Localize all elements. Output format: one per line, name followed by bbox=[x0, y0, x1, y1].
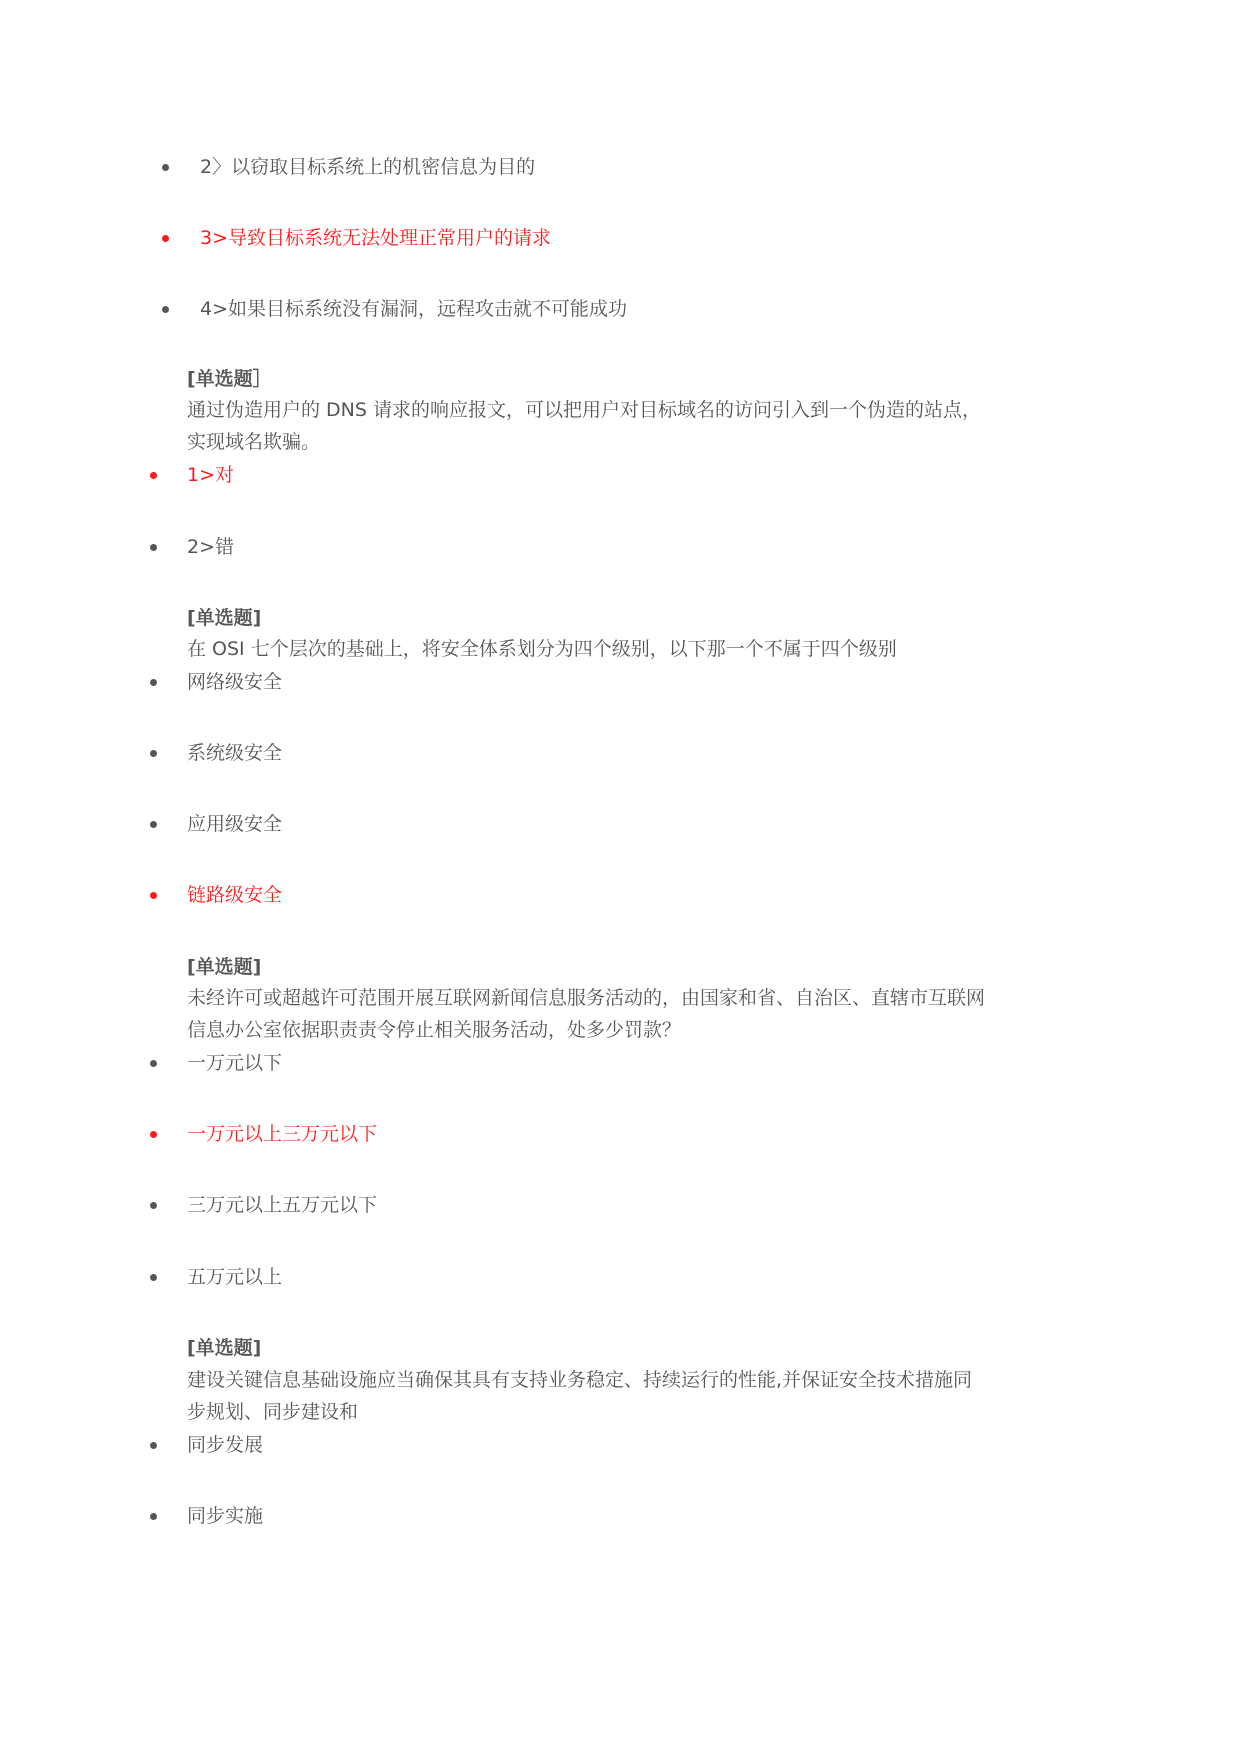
option-text: 2>错 bbox=[187, 536, 235, 558]
option-text: 1>对 bbox=[187, 464, 235, 486]
option-text: 网络级安全 bbox=[187, 671, 283, 693]
bullet-icon bbox=[150, 472, 157, 479]
question-stem bbox=[187, 982, 1087, 1046]
question-stem-line: 通过伪造用户的 DNS 请求的响应报文，可以把用户对目标域名的访问引入到一个伪造的站点， bbox=[187, 399, 981, 421]
question-type-label: [单选题] bbox=[187, 1337, 262, 1359]
bullet-icon bbox=[162, 235, 169, 242]
question-type-label: [单选题］ bbox=[187, 368, 272, 390]
option-text: 2〉以窃取目标系统上的机密信息为目的 bbox=[200, 156, 536, 178]
bullet-icon bbox=[150, 679, 157, 686]
bullet-icon bbox=[150, 750, 157, 757]
question-stem bbox=[187, 394, 1087, 458]
question-stem-line: 步规划、同步建设和 bbox=[187, 1401, 359, 1423]
option-text: 三万元以上五万元以下 bbox=[187, 1194, 378, 1216]
option-text: 3>导致目标系统无法处理正常用户的请求 bbox=[200, 227, 552, 249]
bullet-icon bbox=[150, 892, 157, 899]
bullet-icon bbox=[150, 1131, 157, 1138]
option-text: 五万元以上 bbox=[187, 1266, 283, 1288]
question-type-label: [单选题] bbox=[187, 956, 262, 978]
bullet-icon bbox=[150, 1202, 157, 1209]
question-stem-line: 在 OSI 七个层次的基础上，将安全体系划分为四个级别，以下那一个不属于四个级别 bbox=[187, 638, 897, 660]
question-stem-line: 未经许可或超越许可范围开展互联网新闻信息服务活动的，由国家和省、自治区、直辖市互联网 bbox=[187, 987, 986, 1009]
question-stem-line: 信息办公室依据职责责令停止相关服务活动，处多少罚款？ bbox=[187, 1019, 682, 1041]
question-stem bbox=[187, 1364, 1087, 1428]
bullet-icon bbox=[150, 544, 157, 551]
option-text: 链路级安全 bbox=[187, 884, 283, 906]
bullet-icon bbox=[150, 821, 157, 828]
option-text: 系统级安全 bbox=[187, 742, 283, 764]
option-text: 应用级安全 bbox=[187, 813, 283, 835]
bullet-icon bbox=[162, 306, 169, 313]
question-stem bbox=[187, 633, 1087, 665]
bullet-icon bbox=[150, 1274, 157, 1281]
option-text: 同步实施 bbox=[187, 1505, 264, 1527]
bullet-icon bbox=[150, 1060, 157, 1067]
option-text: 4>如果目标系统没有漏洞，远程攻击就不可能成功 bbox=[200, 298, 628, 320]
option-text: 一万元以上三万元以下 bbox=[187, 1123, 378, 1145]
question-type-label: [单选题] bbox=[187, 607, 262, 629]
bullet-icon bbox=[150, 1513, 157, 1520]
question-stem-line: 建设关键信息基础设施应当确保其具有支持业务稳定、持续运行的性能,并保证安全技术措施同 bbox=[187, 1369, 973, 1391]
bullet-icon bbox=[150, 1442, 157, 1449]
option-text: 同步发展 bbox=[187, 1434, 264, 1456]
bullet-icon bbox=[162, 164, 169, 171]
option-text: 一万元以下 bbox=[187, 1052, 283, 1074]
question-stem-line: 实现域名欺骗。 bbox=[187, 431, 321, 453]
